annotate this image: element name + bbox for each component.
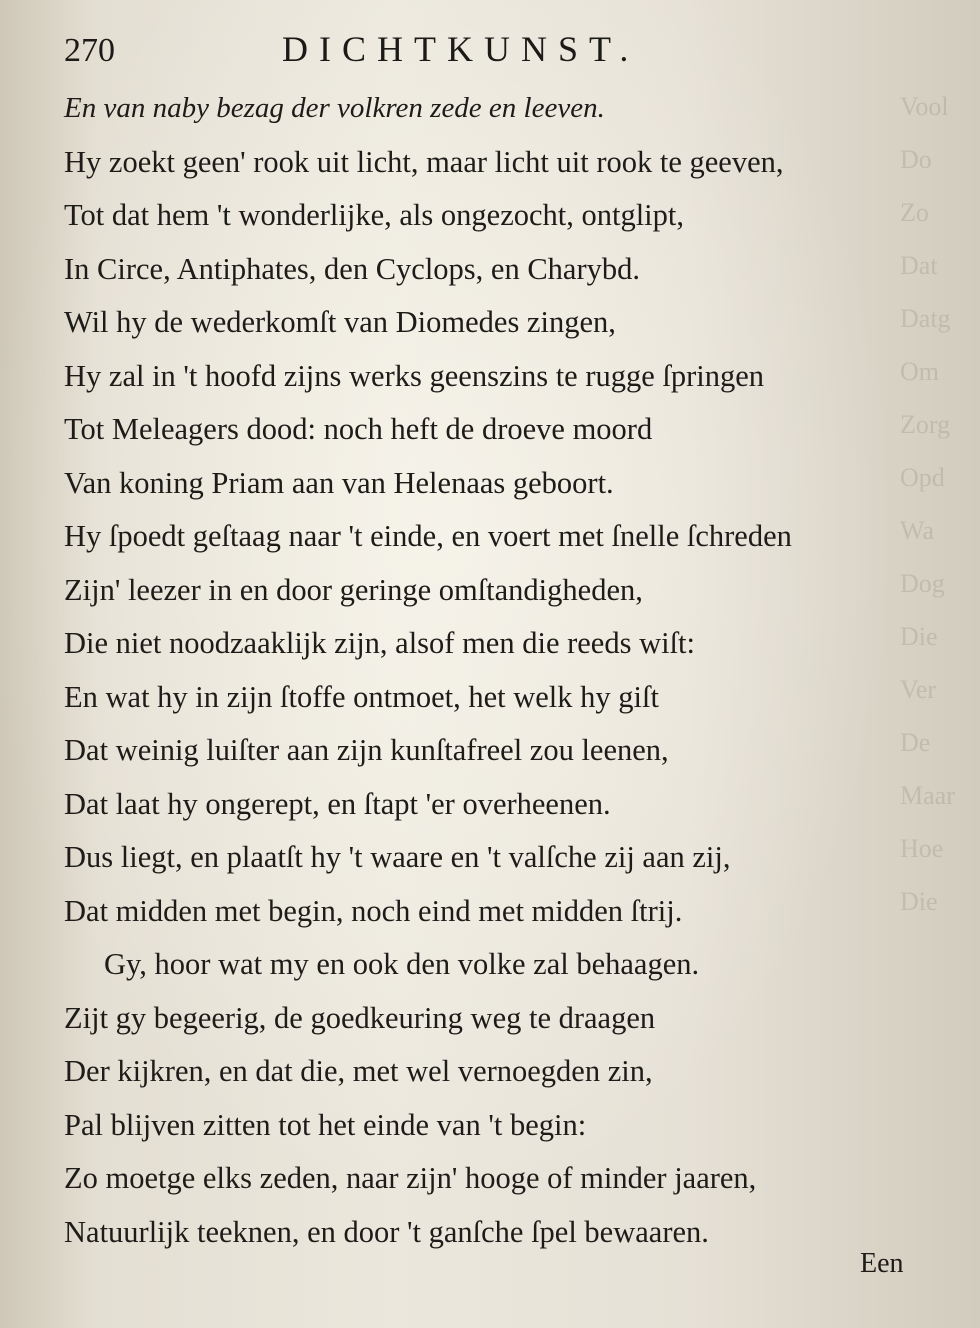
bleed-through-text: Vool Do Zo Dat Datg Om Zorg Opd Wa Dog Die Ver De Maar Hoe Die: [900, 92, 955, 916]
verse-line: Natuurlijk teeknen, en door 't ganſche ſpel bewaaren.: [64, 1214, 709, 1249]
verse-line: Pal blijven zitten tot het einde van 't begin:: [64, 1107, 587, 1142]
catchword: Een: [860, 1248, 904, 1279]
verse-line: Tot Meleagers dood: noch heft de droeve moord: [64, 412, 653, 446]
page-number: 270: [64, 32, 115, 69]
verse-line: Dus liegt, en plaatſt hy 't waare en 't valſche zij aan zij,: [64, 840, 731, 874]
verse-line: Hy zal in 't hoofd zijns werks geenszins te rugge ſpringen: [64, 358, 765, 393]
running-title: DICHTKUNST.: [282, 29, 640, 69]
verse-line: Gy, hoor wat my en ook den volke zal behaagen.: [104, 947, 700, 981]
verse-line: Hy zoekt geen' rook uit licht, maar licht uit rook te geeven,: [64, 144, 784, 179]
verse-line: Van koning Priam aan van Helenaas geboort.: [64, 465, 614, 500]
verse-line: Dat midden met begin, noch eind met midden ſtrij.: [64, 893, 683, 928]
verse-line: Hy ſpoedt geſtaag naar 't einde, en voert met ſnelle ſchreden: [64, 519, 792, 553]
verse-line: Zijn' leezer in en door geringe omſtandigheden,: [64, 572, 643, 607]
verse-line: Der kijkren, en dat die, met wel vernoegden zin,: [64, 1054, 653, 1088]
verse-line: Tot dat hem 't wonderlijke, als ongezocht, ontglipt,: [64, 198, 685, 232]
page-header: [60, 26, 930, 74]
verse-line: En wat hy in zijn ſtoffe ontmoet, het welk hy giſt: [64, 679, 659, 714]
verse-line: Dat laat hy ongerept, en ſtapt 'er overheenen.: [64, 786, 611, 821]
verse-line: Die niet noodzaaklijk zijn, alsof men die reeds wiſt:: [64, 626, 695, 660]
verse-line: En van naby bezag der volkren zede en leeven.: [64, 92, 605, 124]
verse-block: [64, 82, 944, 1259]
verse-line: Dat weinig luiſter aan zijn kunſtafreel zou leenen,: [64, 733, 669, 767]
verse-line: Zijt gy begeerig, de goedkeuring weg te draagen: [64, 1000, 656, 1035]
verse-line: Wil hy de wederkomſt van Diomedes zingen,: [64, 305, 616, 339]
verse-line: In Circe, Antiphates, den Cyclops, en Charybd.: [64, 251, 641, 286]
verse-line: Zo moetge elks zeden, naar zijn' hooge of minder jaaren,: [64, 1161, 757, 1195]
